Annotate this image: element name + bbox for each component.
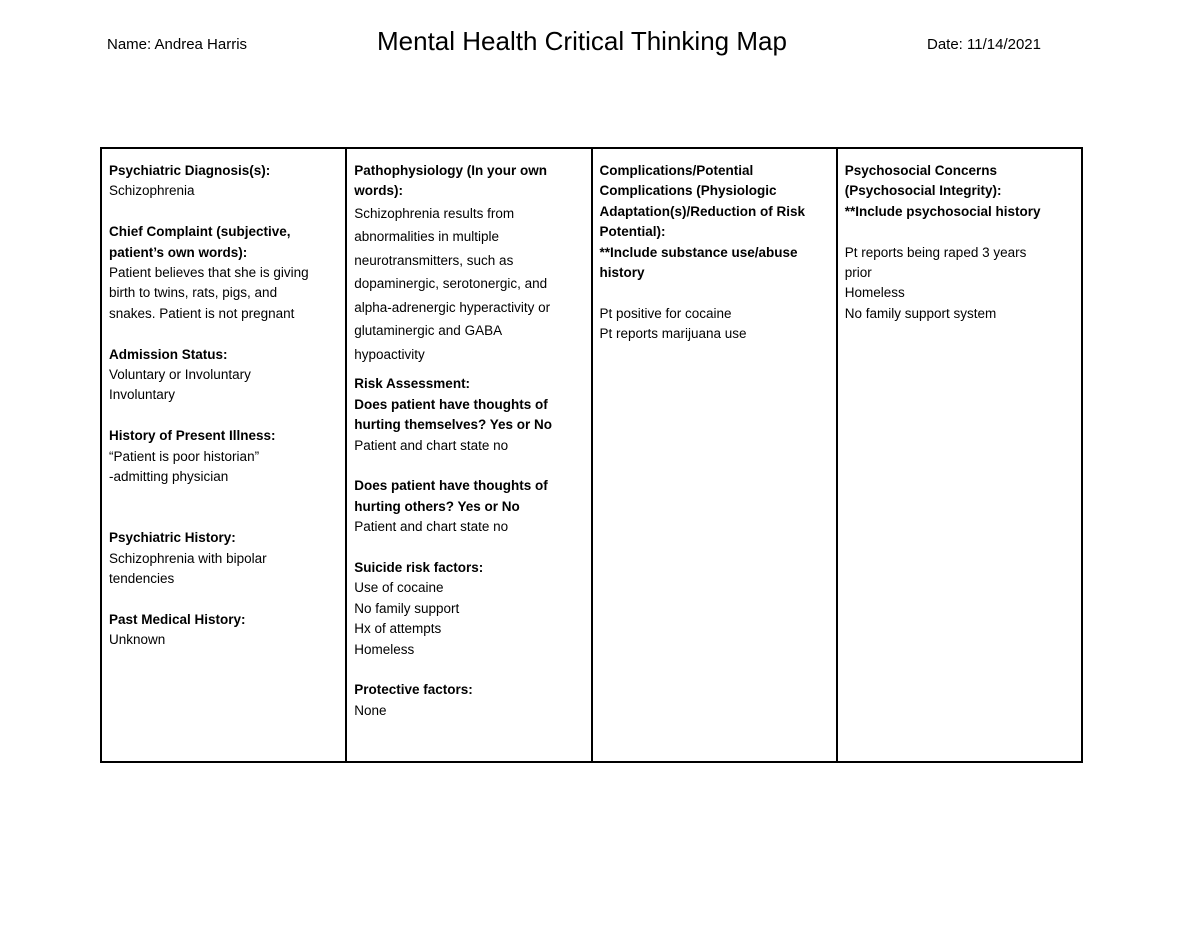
admission-status-options: Voluntary or Involuntary [109, 367, 251, 383]
protective-factors-label: Protective factors: [354, 682, 473, 698]
harm-others-answer: Patient and chart state no [354, 519, 509, 535]
date-field: Date: 11/14/2021 [927, 36, 1041, 53]
column-psychosocial [836, 149, 1081, 761]
complications-label: **Include substance use/abuse [599, 244, 798, 260]
diagnosis-label: Psychiatric Diagnosis(s): [109, 163, 271, 178]
suicide-risk-item: No family support [354, 600, 460, 616]
pathophysiology-line: glutaminergic and GABA [354, 323, 503, 339]
self-harm-question: Does patient have thoughts of [354, 396, 548, 412]
admission-status-value: Involuntary [109, 387, 176, 403]
present-illness-value: -admitting physician [109, 469, 229, 485]
diagnosis-value: Schizophrenia [109, 183, 195, 199]
protective-factors-value: None [354, 702, 387, 718]
harm-others-question: hurting others? Yes or No [354, 498, 520, 514]
complications-label: history [599, 265, 645, 281]
chief-complaint-label: Chief Complaint (subjective, [109, 224, 291, 240]
pathophysiology-line: dopaminergic, serotonergic, and [354, 276, 548, 292]
suicide-risk-item: Homeless [354, 641, 415, 657]
pathophysiology-line: hypoactivity [354, 346, 425, 362]
complications-label: Adaptation(s)/Reduction of Risk [599, 203, 805, 219]
pathophysiology-label: Pathophysiology (In your own [354, 163, 548, 178]
self-harm-answer: Patient and chart state no [354, 437, 509, 453]
psychosocial-item: prior [844, 265, 872, 281]
admission-status-label: Admission Status: [109, 346, 228, 362]
complications-label: Complications/Potential [599, 163, 754, 178]
psychosocial-item: Homeless [844, 285, 905, 301]
chief-complaint-value: birth to twins, rats, pigs, and [109, 285, 278, 301]
present-illness-label: History of Present Illness: [109, 428, 276, 444]
psychosocial-label: **Include psychosocial history [844, 203, 1041, 219]
chief-complaint-label: patient’s own words): [109, 244, 248, 260]
chief-complaint-value: Patient believes that she is giving [109, 265, 309, 281]
suicide-risk-item: Use of cocaine [354, 580, 444, 596]
column-pathophysiology [345, 149, 590, 761]
psychiatric-history-value: Schizophrenia with bipolar [109, 550, 267, 566]
pathophysiology-line: abnormalities in multiple [354, 229, 500, 245]
pathophysiology-line: neurotransmitters, such as [354, 252, 514, 268]
pathophysiology-line: alpha-adrenergic hyperactivity or [354, 299, 551, 315]
suicide-risk-item: Hx of attempts [354, 621, 442, 637]
present-illness-value: “Patient is poor historian” [109, 448, 260, 464]
complications-label: Potential): [599, 224, 666, 240]
page-header [0, 0, 1200, 70]
psychiatric-history-label: Psychiatric History: [109, 530, 236, 546]
complication-item: Pt positive for cocaine [599, 305, 732, 321]
critical-thinking-map-table [100, 147, 1083, 763]
column-complications [591, 149, 836, 761]
pathophysiology-label: words): [354, 183, 403, 199]
psychosocial-label: (Psychosocial Integrity): [844, 183, 1002, 199]
psychosocial-item: Pt reports being raped 3 years [844, 244, 1027, 260]
psychosocial-item: No family support system [844, 305, 997, 321]
complications-label: Complications (Physiologic [599, 183, 777, 199]
student-name: Name: Andrea Harris [107, 36, 248, 53]
page-title: Mental Health Critical Thinking Map [377, 26, 787, 56]
psychiatric-history-value: tendencies [109, 571, 175, 587]
column-diagnosis [102, 149, 345, 761]
self-harm-question: hurting themselves? Yes or No [354, 417, 553, 433]
medical-history-value: Unknown [109, 632, 166, 648]
complication-item: Pt reports marijuana use [599, 326, 747, 342]
suicide-risk-label: Suicide risk factors: [354, 559, 484, 575]
chief-complaint-value: snakes. Patient is not pregnant [109, 305, 295, 321]
harm-others-question: Does patient have thoughts of [354, 478, 548, 494]
pathophysiology-line: Schizophrenia results from [354, 205, 515, 221]
psychosocial-label: Psychosocial Concerns [844, 163, 998, 178]
medical-history-label: Past Medical History: [109, 611, 246, 627]
risk-assessment-label: Risk Assessment: [354, 376, 471, 392]
